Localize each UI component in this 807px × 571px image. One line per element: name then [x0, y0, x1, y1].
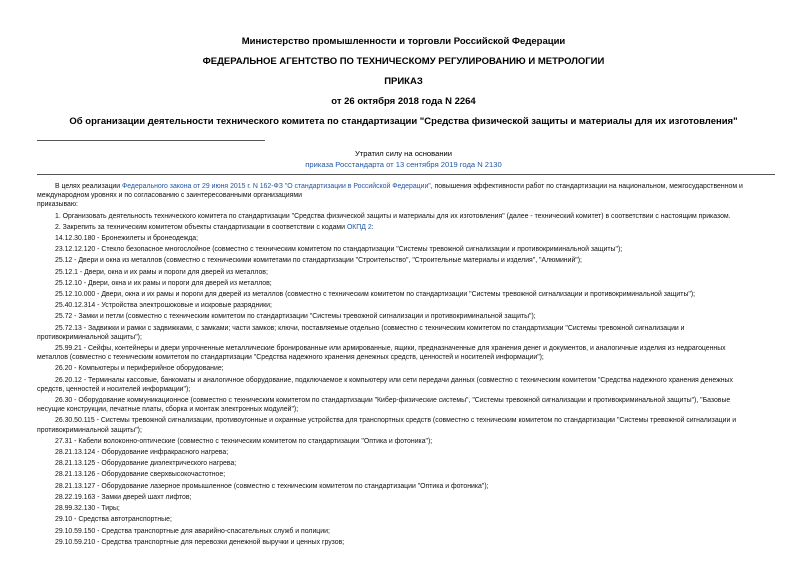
list-item-continuation: металлов (совместно с техническим комитетом по стандартизации "Средства надежного хранения денежных средств, ценностей и носителей информации"); [37, 354, 544, 362]
list-item: 28.21.13.125 - Оборудование диэлектрического нагрева; [55, 460, 237, 468]
list-item: 29.10 - Средства автотранспортные; [55, 516, 172, 524]
list-item: 28.21.13.127 - Оборудование лазерное промышленное (совместно с техническим комитетом по стандартизации "Оптика и фотоника"); [55, 482, 489, 490]
list-item: 25.40.12.314 - Устройства электрошоковые и искровые разрядники; [55, 302, 272, 310]
repeal-order-link[interactable]: приказа Росстандарта от 13 сентября 2019 года N 2130 [305, 160, 502, 169]
divider-bottom [37, 174, 775, 175]
list-item: 14.12.30.180 - Бронежилеты и бронеодежда; [55, 235, 199, 243]
document-body [37, 182, 770, 547]
list-item-continuation: средств, ценностей и носителей информации"); [37, 385, 191, 393]
list-item: 23.12.12.120 - Стекло безопасное многослойное (совместно с техническим комитетом по стандартизации "Системы тревожной сигнализации и противокриминальной защиты"); [55, 246, 623, 254]
list-item: 25.12.10 - Двери, окна и их рамы и пороги для дверей из металлов; [55, 279, 272, 287]
list-item: 28.21.13.124 - Оборудование инфракрасного нагрева; [55, 449, 229, 457]
list-item: 26.20.12 - Терминалы кассовые, банкоматы и аналогичное оборудование, подключаемое к компьютеру или сети передачи данных (совместно с техническим комитетом "Средства надежного хранения денежных [55, 376, 733, 384]
document-title: Об организации деятельности технического комитета по стандартизации "Средства физической защиты и материалы для их изготовления" [69, 116, 738, 127]
list-item: 25.72 - Замки и петли (совместно с техническим комитетом по стандартизации "Системы тревожной сигнализации и противокриминальной защиты"); [55, 313, 536, 321]
list-item: 29.10.59.210 - Средства транспортные для перевозки денежной выручки и ценных грузов; [55, 538, 345, 546]
list-item-continuation: противокриминальной защиты"); [37, 426, 142, 434]
date-number-heading: от 26 октября 2018 года N 2264 [331, 96, 476, 107]
list-item: 29.10.59.150 - Средства транспортные для аварийно-спасательных служб и полиции; [55, 527, 330, 535]
list-item: 28.22.19.163 - Замки дверей шахт лифтов; [55, 493, 192, 501]
paragraph-1: 1. Организовать деятельность технического комитета по стандартизации "Средства физической защиты и материалы для их изготовления" (далее - технический комитет) в соответствии с настоящим приказом. [55, 212, 731, 220]
list-item: 26.20 - Компьютеры и периферийное оборудование; [55, 365, 224, 373]
doc-type-heading: ПРИКАЗ [384, 76, 423, 87]
list-item-continuation: противокриминальной защиты"); [37, 333, 142, 341]
paragraph-2: 2. Закрепить за техническим комитетом объекты стандартизации в соответствии с кодами ОКПД 2: [55, 223, 374, 231]
intro-line-2: международном уровнях и по согласованию с заинтересованными организациями [37, 192, 302, 200]
list-item: 25.12.1 - Двери, окна и их рамы и пороги для дверей из металлов; [55, 268, 268, 276]
list-item-continuation: несущие конструкции, печатные платы, сборка и монтаж электронных модулей"); [37, 406, 299, 414]
list-item: 25.99.21 - Сейфы, контейнеры и двери упрочненные металлические бронированные или армированные, ящики, предназначенные для хранения денег и документов, и аналогичные изделия из недрагоценных [55, 345, 726, 353]
intro-line-3: приказываю: [37, 201, 78, 209]
list-item: 25.12.10.000 - Двери, окна и их рамы и пороги для дверей из металлов (совместно с техническим комитетом по стандартизации "Системы тревожной сигнализации и противокриминальной защиты"); [55, 291, 696, 299]
intro-line-1: В целях реализации Федерального закона от 29 июня 2015 г. N 162-ФЗ "О стандартизации в Российской Федерации", повышения эффективности работ по стандартизации на национальном, межгосударственном и [55, 183, 743, 190]
list-item: 26.30 - Оборудование коммуникационное (совместно с техническим комитетом по стандартизации "Кибер-физические системы", "Системы тревожной сигнализации и противокриминальной защиты"), "Базовые [55, 397, 731, 405]
ministry-heading: Министерство промышленности и торговли Российской Федерации [241, 36, 566, 47]
okpd2-link[interactable]: ОКПД 2 [346, 223, 372, 231]
list-item: 25.12 - Двери и окна из металлов (совместно с техническими комитетами по стандартизации "Строительство", "Строительные материалы и изделия", "Алюминий"); [55, 257, 582, 265]
list-item: 25.72.13 - Задвижки и рамки с задвижками, с замками; части замков; ключи, поставляемые отдельно (совместно с техническим комитетом по стандартизации "Системы тревожной сигнализации и [55, 324, 685, 332]
federal-law-link[interactable]: Федерального закона от 29 июня 2015 г. N 162-ФЗ "О стандартизации в Российской Федерации" [122, 183, 431, 190]
agency-heading: ФЕДЕРАЛЬНОЕ АГЕНТСТВО ПО ТЕХНИЧЕСКОМУ РЕГУЛИРОВАНИЮ И МЕТРОЛОГИИ [202, 56, 605, 67]
repeal-notice: Утратил силу на основании [354, 149, 453, 158]
list-item: 28.99.32.130 - Тиры; [55, 505, 120, 513]
list-item: 28.21.13.126 - Оборудование сверхвысокочастотное; [55, 471, 226, 479]
list-item: 27.31 - Кабели волоконно-оптические (совместно с техническим комитетом по стандартизации "Оптика и фотоника"); [55, 437, 433, 445]
divider-top [37, 140, 265, 141]
list-item: 26.30.50.115 - Системы тревожной сигнализации, противоугонные и охранные устройства для транспортных средств (совместно с техническим комитетом по стандартизации "Системы тревожной сигнализации и [55, 417, 737, 425]
